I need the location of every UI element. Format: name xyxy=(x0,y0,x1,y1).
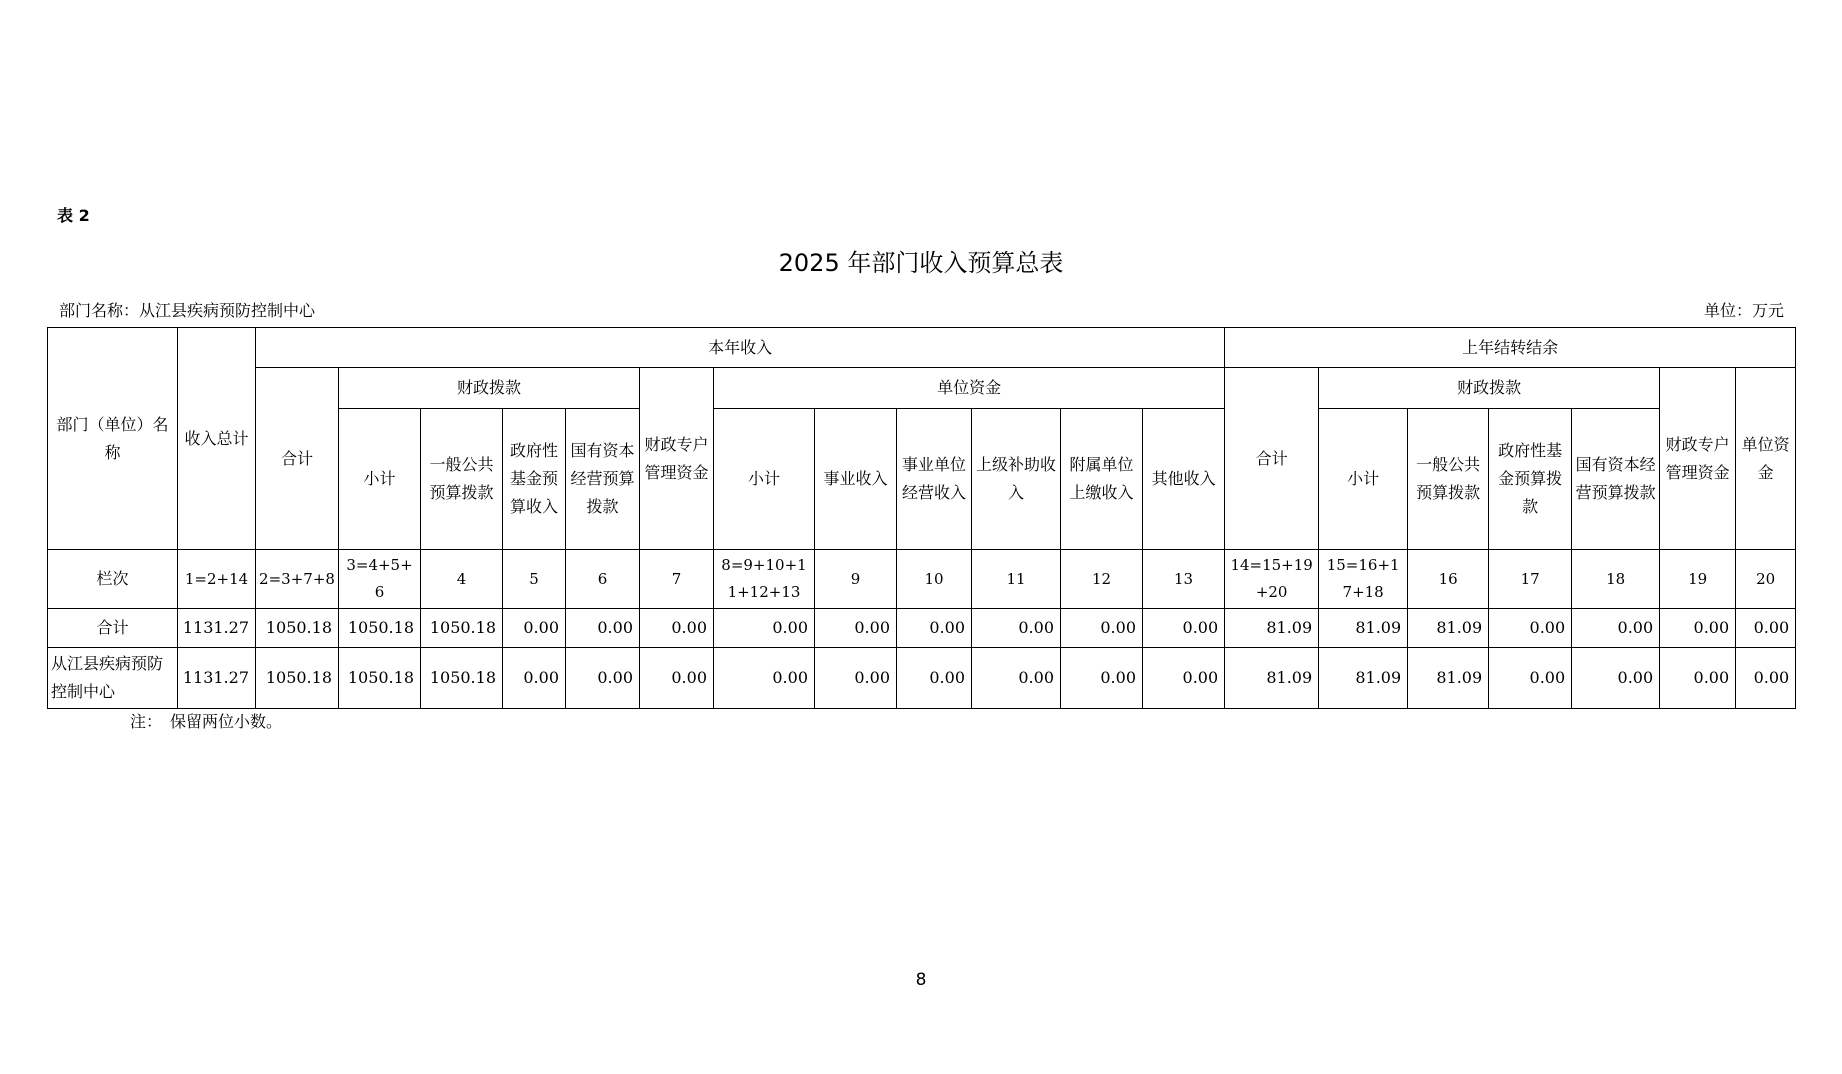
row-label: 从江县疾病预防控制中心 xyxy=(48,648,178,709)
column-index: 4 xyxy=(421,550,503,609)
table-cell: 81.09 xyxy=(1408,609,1489,648)
header-py-total: 合计 xyxy=(1225,368,1319,550)
unit-label: 单位：万元 xyxy=(1703,301,1784,320)
column-index: 1=2+14 xyxy=(178,550,256,609)
table-cell: 0.00 xyxy=(1736,609,1796,648)
header-cy-business: 事业收入 xyxy=(815,409,897,550)
header-py-fiscal-subtotal: 小计 xyxy=(1319,409,1408,550)
table-cell: 0.00 xyxy=(1143,648,1225,709)
table-cell: 1050.18 xyxy=(256,609,339,648)
footnote: 注： 保留两位小数。 xyxy=(130,712,283,731)
table-row xyxy=(48,648,1796,709)
header-cy-total: 合计 xyxy=(256,368,339,550)
header-cy-unit-funds: 单位资金 xyxy=(714,368,1225,409)
header-py-fiscal-special: 财政专户管理资金 xyxy=(1660,368,1736,550)
header-cy-fiscal: 财政拨款 xyxy=(339,368,640,409)
budget-table xyxy=(47,327,1796,709)
table-cell: 0.00 xyxy=(714,648,815,709)
header-cy-subsidy: 上级补助收入 xyxy=(972,409,1061,550)
column-index: 17 xyxy=(1489,550,1572,609)
department-name: 部门名称：从江县疾病预防控制中心 xyxy=(59,301,316,320)
table-cell: 0.00 xyxy=(1489,609,1572,648)
header-dept: 部门（单位）名称 xyxy=(48,328,178,550)
table-cell: 0.00 xyxy=(1660,648,1736,709)
table-cell: 1050.18 xyxy=(421,609,503,648)
header-cy-other: 其他收入 xyxy=(1143,409,1225,550)
header-cy-unit-subtotal: 小计 xyxy=(714,409,815,550)
header-cy-general: 一般公共预算拨款 xyxy=(421,409,503,550)
table-cell: 0.00 xyxy=(566,648,640,709)
table-cell: 0.00 xyxy=(815,609,897,648)
column-index: 13 xyxy=(1143,550,1225,609)
table-row xyxy=(48,550,1796,609)
table-cell: 0.00 xyxy=(714,609,815,648)
table-row xyxy=(48,609,1796,648)
table-cell: 1050.18 xyxy=(339,648,421,709)
column-index: 7 xyxy=(640,550,714,609)
table-cell: 81.09 xyxy=(1408,648,1489,709)
column-index: 10 xyxy=(897,550,972,609)
table-cell: 0.00 xyxy=(503,609,566,648)
table-cell: 0.00 xyxy=(566,609,640,648)
column-index: 15=16+17+18 xyxy=(1319,550,1408,609)
column-index: 3=4+5+6 xyxy=(339,550,421,609)
column-index: 19 xyxy=(1660,550,1736,609)
table-cell: 1050.18 xyxy=(339,609,421,648)
column-index: 16 xyxy=(1408,550,1489,609)
table-cell: 0.00 xyxy=(1736,648,1796,709)
column-index: 11 xyxy=(972,550,1061,609)
column-index: 9 xyxy=(815,550,897,609)
header-income-total: 收入总计 xyxy=(178,328,256,550)
table-cell: 0.00 xyxy=(972,648,1061,709)
header-cy-fiscal-special: 财政专户管理资金 xyxy=(640,368,714,550)
table-cell: 0.00 xyxy=(1143,609,1225,648)
table-cell: 0.00 xyxy=(897,648,972,709)
column-index: 20 xyxy=(1736,550,1796,609)
table-cell: 0.00 xyxy=(1572,609,1660,648)
page-title: 2025 年部门收入预算总表 xyxy=(778,249,1064,277)
table-cell: 0.00 xyxy=(640,648,714,709)
header-py-fiscal: 财政拨款 xyxy=(1319,368,1660,409)
table-cell: 0.00 xyxy=(1489,648,1572,709)
table-cell: 0.00 xyxy=(1061,648,1143,709)
column-index: 18 xyxy=(1572,550,1660,609)
header-py-general: 一般公共预算拨款 xyxy=(1408,409,1489,550)
header-py-state-capital: 国有资本经营预算拨款 xyxy=(1572,409,1660,550)
column-index: 12 xyxy=(1061,550,1143,609)
header-cy-operating: 事业单位经营收入 xyxy=(897,409,972,550)
table-number: 表 2 xyxy=(57,206,90,225)
header-py-unit-funds: 单位资金 xyxy=(1736,368,1796,550)
table-cell: 1131.27 xyxy=(178,609,256,648)
header-cy-state-capital: 国有资本经营预算拨款 xyxy=(566,409,640,550)
column-index: 5 xyxy=(503,550,566,609)
table-cell: 0.00 xyxy=(503,648,566,709)
table-cell: 1050.18 xyxy=(256,648,339,709)
page-number: 8 xyxy=(915,970,927,990)
table-cell: 1131.27 xyxy=(178,648,256,709)
table-cell: 0.00 xyxy=(897,609,972,648)
table-cell: 0.00 xyxy=(1061,609,1143,648)
table-cell: 0.00 xyxy=(640,609,714,648)
table-cell: 81.09 xyxy=(1225,609,1319,648)
row-label: 合计 xyxy=(48,609,178,648)
table-cell: 0.00 xyxy=(1660,609,1736,648)
table-cell: 81.09 xyxy=(1319,609,1408,648)
header-cy-gov-fund: 政府性基金预算收入 xyxy=(503,409,566,550)
header-prior-year: 上年结转结余 xyxy=(1225,328,1796,368)
row-label: 栏次 xyxy=(48,550,178,609)
column-index: 8=9+10+11+12+13 xyxy=(714,550,815,609)
header-py-gov-fund: 政府性基金预算拨款 xyxy=(1489,409,1572,550)
header-current-year: 本年收入 xyxy=(256,328,1225,368)
column-index: 2=3+7+8 xyxy=(256,550,339,609)
table-cell: 0.00 xyxy=(1572,648,1660,709)
table-cell: 81.09 xyxy=(1225,648,1319,709)
header-cy-fiscal-subtotal: 小计 xyxy=(339,409,421,550)
column-index: 14=15+19+20 xyxy=(1225,550,1319,609)
table-cell: 0.00 xyxy=(972,609,1061,648)
table-cell: 81.09 xyxy=(1319,648,1408,709)
table-cell: 0.00 xyxy=(815,648,897,709)
table-cell: 1050.18 xyxy=(421,648,503,709)
column-index: 6 xyxy=(566,550,640,609)
header-cy-affiliated: 附属单位上缴收入 xyxy=(1061,409,1143,550)
